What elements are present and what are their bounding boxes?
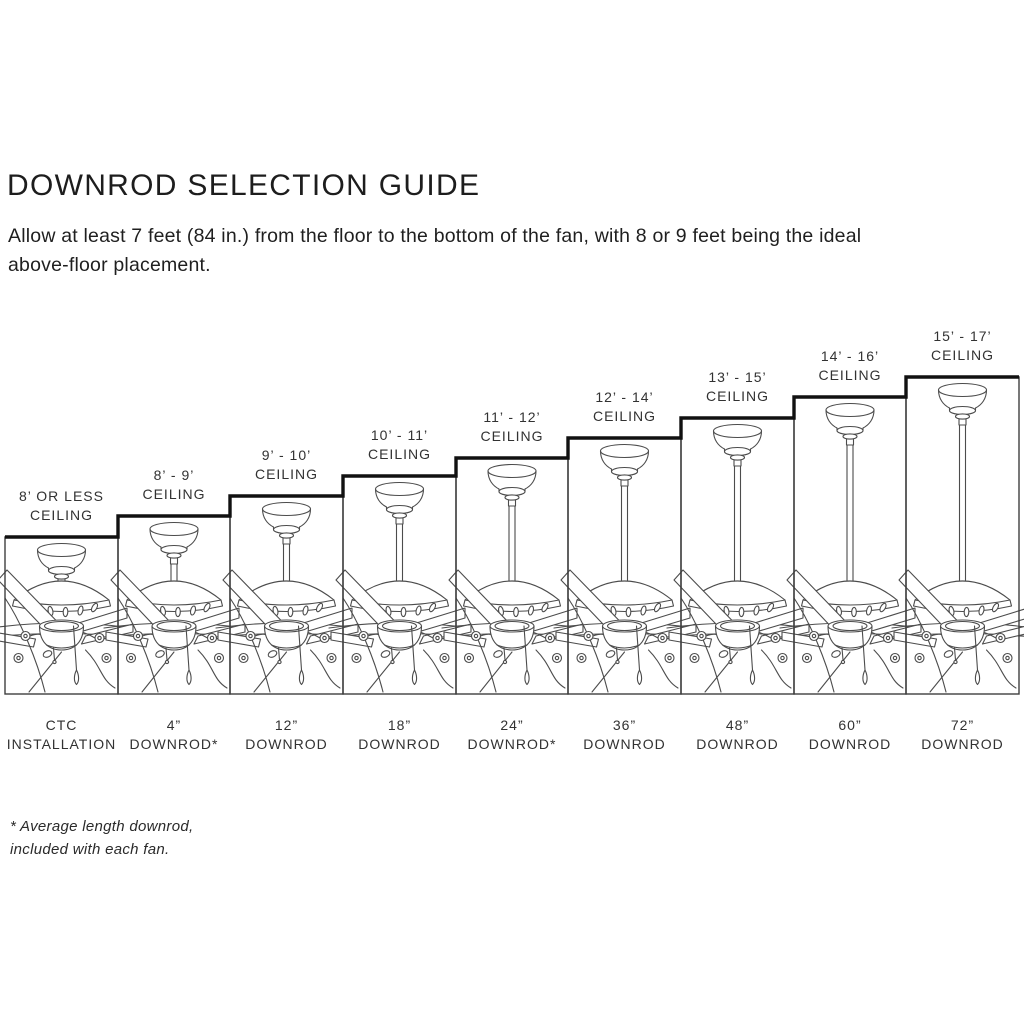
ceiling-height-label-18-downrod: 10’ - 11’ CEILING bbox=[367, 427, 431, 462]
ceiling-fan-illustration-48-downrod bbox=[681, 418, 794, 694]
downrod-length-label-ctc-installation: CTC INSTALLATION bbox=[6, 717, 117, 752]
ceiling-fan-illustration-4-downrod bbox=[118, 516, 230, 694]
ceiling-height-label-12-downrod: 9’ - 10’ CEILING bbox=[254, 447, 318, 482]
ceiling-fan-illustration-18-downrod bbox=[343, 476, 456, 694]
footnote-line-2: included with each fan. bbox=[10, 840, 170, 858]
ceiling-fan-illustration-36-downrod bbox=[568, 438, 681, 694]
footnote bbox=[10, 816, 193, 861]
downrod-length-label-4-downrod: 4” DOWNROD* bbox=[129, 717, 219, 752]
downrod-length-label-18-downrod: 18” DOWNROD bbox=[358, 717, 441, 752]
ceiling-height-label-36-downrod: 12’ - 14’ CEILING bbox=[592, 389, 656, 424]
ceiling-height-label-72-downrod: 15’ - 17’ CEILING bbox=[930, 328, 994, 363]
ceiling-height-label-24-downrod: 11’ - 12’ CEILING bbox=[480, 409, 544, 444]
downrod-length-label-12-downrod: 12” DOWNROD bbox=[245, 717, 328, 752]
ceiling-height-label-48-downrod: 13’ - 15’ CEILING bbox=[705, 369, 769, 404]
downrod-length-label-48-downrod: 48” DOWNROD bbox=[696, 717, 779, 752]
footnote-line-1: * Average length downrod, bbox=[10, 818, 194, 835]
page-title: DOWNROD SELECTION GUIDE bbox=[7, 169, 481, 202]
ceiling-fan-illustration-ctc-installation bbox=[5, 537, 118, 694]
downrod-length-label-36-downrod: 36” DOWNROD bbox=[583, 717, 666, 752]
ceiling-fan-illustration-24-downrod bbox=[456, 458, 568, 694]
intro-line-2: above-floor placement. bbox=[8, 253, 211, 276]
ceiling-fan-illustration-12-downrod bbox=[230, 496, 343, 694]
ceiling-height-label-60-downrod: 14’ - 16’ CEILING bbox=[818, 348, 882, 383]
ceiling-fan-illustration-72-downrod bbox=[906, 377, 1019, 694]
ceiling-height-label-ctc-installation: 8’ OR LESS CEILING bbox=[19, 488, 104, 523]
downrod-length-label-24-downrod: 24” DOWNROD* bbox=[467, 717, 557, 752]
downrod-length-label-72-downrod: 72” DOWNROD bbox=[921, 717, 1004, 752]
intro-line-1: Allow at least 7 feet (84 in.) from the floor to the bottom of the fan, with 8 or 9 feet being the ideal bbox=[8, 225, 862, 247]
ceiling-fan-illustration-60-downrod bbox=[794, 397, 906, 694]
downrod-length-label-60-downrod: 60” DOWNROD bbox=[808, 717, 892, 752]
ceiling-height-label-4-downrod: 8’ - 9’ CEILING bbox=[142, 467, 206, 502]
